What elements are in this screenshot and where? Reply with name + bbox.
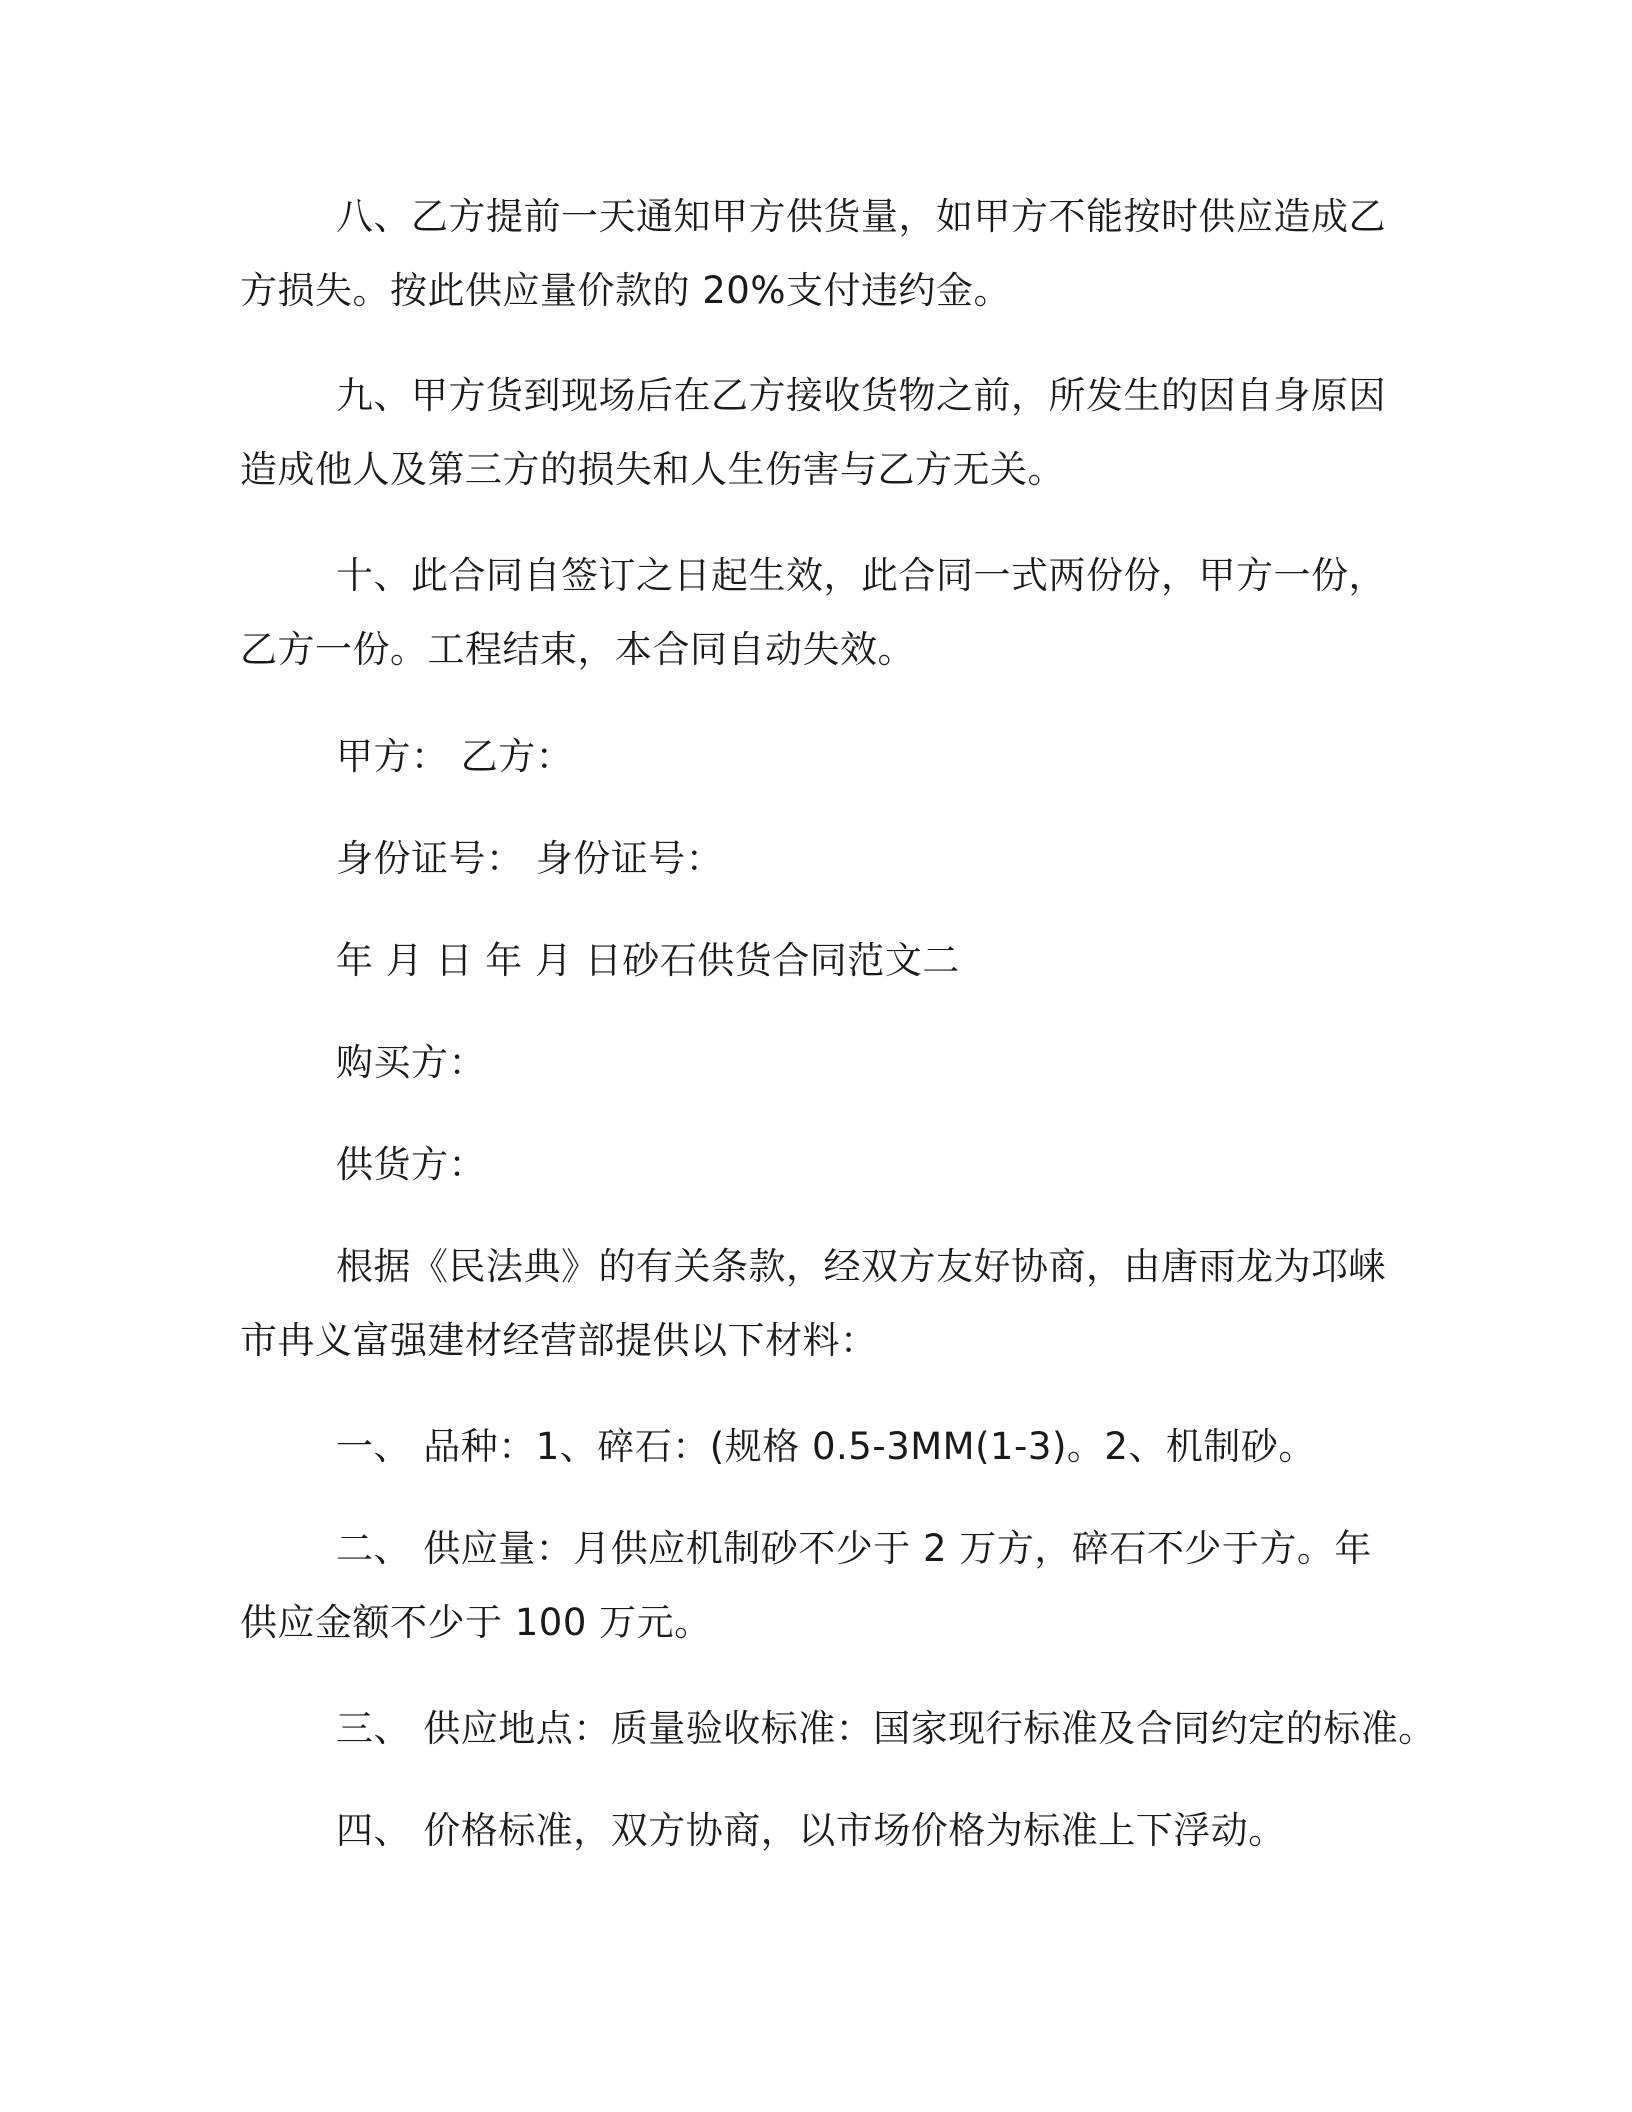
paragraph-line: 供应金额不少于 100 万元。	[240, 1601, 712, 1644]
paragraph-line: 造成他人及第三方的损失和人生伤害与乙方无关。	[240, 448, 1065, 491]
date-and-title-line	[240, 924, 1420, 998]
paragraph-line: 四、 价格标准，双方协商，以市场价格为标准上下浮动。	[336, 1809, 1286, 1852]
item-2-paragraph	[240, 1512, 1420, 1660]
paragraph-line: 方损失。按此供应量价款的 20%支付违约金。	[240, 269, 1011, 312]
paragraph-line: 身份证号： 身份证号：	[336, 837, 724, 880]
supplier-line	[240, 1128, 1420, 1202]
paragraph-line: 市冉义富强建材经营部提供以下材料：	[240, 1319, 878, 1362]
preamble-paragraph	[240, 1230, 1420, 1378]
item-3-line	[240, 1692, 1436, 1766]
item-4-line	[240, 1794, 1420, 1868]
paragraph-line: 九、甲方货到现场后在乙方接收货物之前，所发生的因自身原因	[336, 374, 1386, 417]
paragraph-line: 购买方：	[336, 1041, 486, 1084]
paragraph-line: 乙方一份。工程结束，本合同自动失效。	[240, 628, 915, 671]
buyer-line	[240, 1026, 1420, 1100]
paragraph-line: 甲方： 乙方：	[336, 735, 574, 778]
paragraph-line: 二、 供应量：月供应机制砂不少于 2 万方，碎石不少于方。年	[336, 1527, 1372, 1570]
paragraph-line: 十、此合同自签订之日起生效，此合同一式两份份，甲方一份，	[336, 554, 1386, 597]
paragraph-line: 供货方：	[336, 1143, 486, 1186]
paragraph-line: 年 月 日 年 月 日砂石供货合同范文二	[336, 939, 960, 982]
clause-8-paragraph	[240, 180, 1420, 328]
paragraph-line: 三、 供应地点：质量验收标准：国家现行标准及合同约定的标准。	[336, 1707, 1436, 1750]
parties-line	[240, 720, 1420, 794]
paragraph-line: 根据《民法典》的有关条款，经双方友好协商，由唐雨龙为邛崃	[336, 1245, 1386, 1288]
clause-9-paragraph	[240, 359, 1420, 507]
item-1-line	[240, 1410, 1420, 1484]
clause-10-paragraph	[240, 539, 1420, 687]
id-numbers-line	[240, 822, 1420, 896]
paragraph-line: 一、 品种：1、碎石：(规格 0.5-3MM(1-3)。2、机制砂。	[336, 1425, 1316, 1468]
paragraph-line: 八、乙方提前一天通知甲方供货量，如甲方不能按时供应造成乙	[336, 195, 1386, 238]
